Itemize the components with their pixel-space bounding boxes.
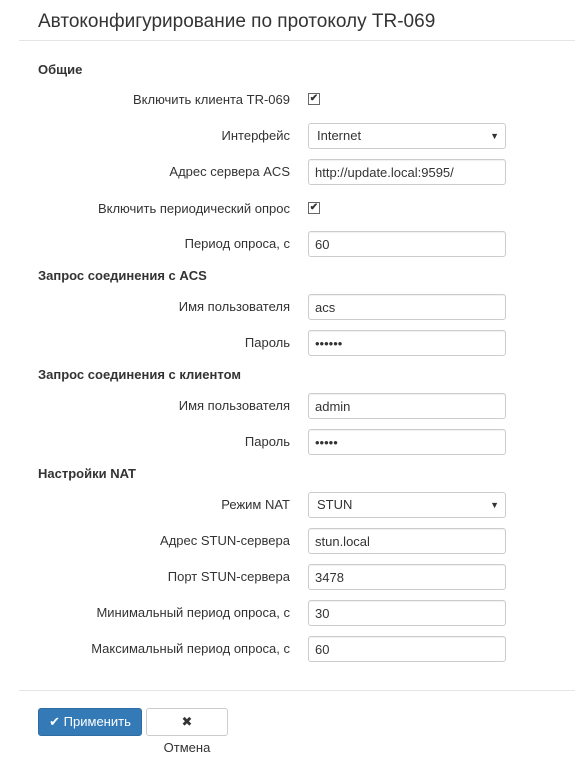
cancel-button-label: Отмена bbox=[163, 740, 211, 755]
cancel-button[interactable] bbox=[146, 708, 228, 755]
acs-username-label: Имя пользователя bbox=[178, 299, 290, 314]
acs-address-input[interactable] bbox=[308, 159, 506, 185]
section-general-heading: Общие bbox=[38, 62, 83, 77]
client-username-input[interactable] bbox=[308, 393, 506, 419]
stun-port-input[interactable] bbox=[308, 564, 506, 590]
stun-port-row bbox=[0, 564, 575, 590]
dropdown-arrow-icon: ▼ bbox=[490, 500, 499, 510]
client-username-row bbox=[0, 393, 575, 419]
nat-mode-label: Режим NAT bbox=[221, 497, 290, 512]
title-divider bbox=[19, 40, 575, 41]
period-input[interactable] bbox=[308, 231, 506, 257]
client-password-label: Пароль bbox=[244, 434, 290, 449]
min-period-label: Минимальный период опроса, с bbox=[96, 605, 290, 620]
interface-row bbox=[0, 123, 575, 149]
min-period-input[interactable] bbox=[308, 600, 506, 626]
nat-mode-select[interactable] bbox=[308, 492, 506, 518]
acs-password-input[interactable] bbox=[308, 330, 506, 356]
acs-username-row bbox=[0, 294, 575, 320]
footer-divider bbox=[19, 690, 575, 691]
client-password-input[interactable] bbox=[308, 429, 506, 455]
interface-select-value: Internet bbox=[317, 128, 362, 143]
stun-address-label: Адрес STUN-сервера bbox=[160, 533, 290, 548]
close-icon: ✖ bbox=[181, 714, 193, 729]
client-username-label: Имя пользователя bbox=[178, 398, 290, 413]
interface-label: Интерфейс bbox=[221, 128, 290, 143]
acs-password-label: Пароль bbox=[244, 335, 290, 350]
periodic-label: Включить периодический опрос bbox=[97, 201, 290, 216]
max-period-row bbox=[0, 636, 575, 662]
section-nat-heading: Настройки NAT bbox=[38, 466, 136, 481]
period-row bbox=[0, 231, 575, 257]
client-password-row bbox=[0, 429, 575, 455]
nat-mode-row bbox=[0, 492, 575, 518]
acs-address-label: Адрес сервера ACS bbox=[169, 164, 290, 179]
stun-address-input[interactable] bbox=[308, 528, 506, 554]
section-acs-request-heading: Запрос соединения с ACS bbox=[38, 268, 207, 283]
periodic-row bbox=[0, 196, 575, 222]
max-period-label: Максимальный период опроса, с bbox=[91, 641, 290, 656]
min-period-row bbox=[0, 600, 575, 626]
acs-password-row bbox=[0, 330, 575, 356]
interface-select[interactable] bbox=[308, 123, 506, 149]
acs-username-input[interactable] bbox=[308, 294, 506, 320]
nat-mode-select-value: STUN bbox=[317, 497, 353, 512]
stun-port-label: Порт STUN-сервера bbox=[167, 569, 290, 584]
enable-client-checkbox[interactable]: ✔ bbox=[309, 93, 319, 104]
section-client-request-heading: Запрос соединения с клиентом bbox=[38, 367, 241, 382]
dropdown-arrow-icon: ▼ bbox=[490, 131, 499, 141]
acs-address-row bbox=[0, 159, 575, 185]
check-icon: ✔ bbox=[49, 714, 61, 729]
period-label: Период опроса, с bbox=[184, 236, 290, 251]
apply-button-label: Применить bbox=[63, 714, 131, 729]
stun-address-row bbox=[0, 528, 575, 554]
max-period-input[interactable] bbox=[308, 636, 506, 662]
periodic-checkbox[interactable]: ✔ bbox=[309, 202, 319, 213]
apply-button[interactable] bbox=[38, 708, 142, 736]
enable-client-row bbox=[0, 87, 575, 113]
enable-client-label: Включить клиента TR-069 bbox=[132, 92, 290, 107]
page-title: Автоконфигурирование по протоколу TR-069 bbox=[38, 11, 436, 32]
